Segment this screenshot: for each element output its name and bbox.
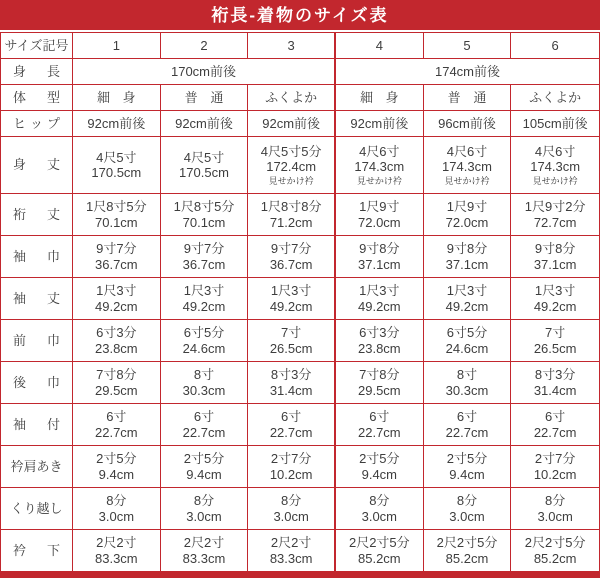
char: 通: [210, 89, 224, 105]
cell-cm-value: 36.7cm: [269, 256, 313, 272]
cell-traditional-value: 8分: [193, 493, 215, 509]
table-cell: [511, 404, 599, 445]
table-cell: [511, 488, 599, 529]
cell-cm-value: 26.5cm: [269, 340, 313, 356]
cell-cm-value: 70.1cm: [182, 214, 226, 230]
row-label: [1, 320, 73, 361]
table-cell: 96cm前後: [424, 111, 512, 136]
row-label: [1, 236, 73, 277]
table-cell: [424, 362, 512, 403]
table-cell: [336, 278, 424, 319]
cell-traditional-value: 1尺3寸: [270, 283, 312, 299]
cell-note: 見せかけ衿: [356, 175, 402, 186]
cell-traditional-value: 6寸: [106, 409, 127, 425]
char: 丈: [46, 157, 60, 173]
char: 通: [473, 89, 487, 105]
table-cell: [424, 320, 512, 361]
char: 袖: [13, 416, 27, 432]
table-cell: [161, 278, 249, 319]
cell-traditional-value: 1尺8寸8分: [260, 199, 322, 215]
cell-traditional-value: 8寸: [193, 367, 215, 383]
cell-cm-value: 3.0cm: [186, 508, 222, 524]
char: 型: [46, 89, 60, 105]
cell-cm-value: 172.4cm: [266, 159, 317, 175]
cell-cm-value: 37.1cm: [358, 256, 401, 272]
cell-cm-value: 72.0cm: [358, 214, 401, 230]
cell-traditional-value: 6寸5分: [183, 325, 225, 341]
char: 丈: [46, 206, 60, 222]
table-cell: [424, 137, 512, 193]
cell-traditional-value: 4尺6寸: [446, 143, 488, 159]
cell-cm-value: 22.7cm: [445, 424, 489, 440]
cell-traditional-value: 2尺2寸: [183, 535, 225, 551]
table-cell: [73, 85, 161, 110]
table-cell: [248, 236, 336, 277]
cell-traditional-value: 1尺3寸: [96, 283, 137, 299]
table-cell: [73, 278, 161, 319]
table-cell: [424, 278, 512, 319]
table-cell: [248, 488, 336, 529]
cell-cm-value: 30.3cm: [445, 382, 489, 398]
table-cell: [336, 362, 424, 403]
table-cell: [511, 137, 599, 193]
table-cell: [161, 404, 249, 445]
table-cell: [511, 530, 599, 571]
char: 普: [447, 89, 461, 105]
cell-traditional-value: 8分: [106, 493, 127, 509]
table-cell: [336, 488, 424, 529]
cell-cm-value: 22.7cm: [358, 424, 401, 440]
cell-cm-value: 36.7cm: [95, 256, 138, 272]
table-cell: [424, 530, 512, 571]
table-cell: [248, 194, 336, 235]
table-cell: [336, 85, 424, 110]
table-cell: [336, 137, 424, 193]
table-cell: 92cm前後: [336, 111, 424, 136]
cell-traditional-value: 8寸3分: [534, 367, 576, 383]
row-label: くり越し: [1, 488, 73, 529]
cell-traditional-value: 4尺5寸5分: [260, 143, 322, 159]
table-cell: [511, 236, 599, 277]
cell-cm-value: 3.0cm: [449, 508, 485, 524]
table-cell: [73, 236, 161, 277]
table-row: [1, 59, 599, 85]
cell-traditional-value: 6寸3分: [359, 325, 400, 341]
cell-traditional-value: 2尺2寸: [270, 535, 312, 551]
cell-traditional-value: 6寸5分: [446, 325, 488, 341]
cell-cm-value: 70.1cm: [95, 214, 138, 230]
table-cell: [248, 446, 336, 487]
cell-note: 見せかけ衿: [268, 175, 314, 186]
table-row: [1, 33, 599, 59]
cell-traditional-value: 6寸: [369, 409, 390, 425]
cell-traditional-value: 1尺8寸5分: [85, 199, 147, 215]
table-cell: [73, 320, 161, 361]
char: 袖: [13, 248, 27, 264]
table-row: [1, 320, 599, 362]
table-cell: 4: [336, 33, 424, 58]
cell-traditional-value: 7寸: [281, 325, 302, 341]
cell-traditional-value: 1尺3寸: [534, 283, 576, 299]
table-cell: [248, 404, 336, 445]
cell-traditional-value: 2寸5分: [183, 451, 225, 467]
char: 丈: [46, 290, 60, 306]
table-cell: ふくよか: [248, 85, 336, 110]
cell-cm-value: 49.2cm: [182, 298, 226, 314]
cell-note: 見せかけ衿: [532, 175, 578, 186]
char: 普: [184, 89, 198, 105]
cell-traditional-value: 8分: [545, 493, 566, 509]
cell-cm-value: 85.2cm: [445, 550, 489, 566]
table-cell: 1: [73, 33, 161, 58]
cell-traditional-value: 1尺3寸: [359, 283, 400, 299]
cell-cm-value: 23.8cm: [95, 340, 138, 356]
cell-cm-value: 22.7cm: [533, 424, 577, 440]
cell-cm-value: 85.2cm: [358, 550, 401, 566]
cell-traditional-value: 2尺2寸5分: [524, 535, 586, 551]
cell-cm-value: 3.0cm: [361, 508, 398, 524]
table-cell: [511, 278, 599, 319]
cell-cm-value: 37.1cm: [533, 256, 577, 272]
cell-cm-value: 49.2cm: [533, 298, 577, 314]
char: 身: [13, 157, 27, 173]
cell-traditional-value: 2寸5分: [446, 451, 488, 467]
row-label: [1, 278, 73, 319]
row-label: [1, 137, 73, 193]
table-cell: 92cm前後: [248, 111, 336, 136]
title-bar: [0, 0, 600, 30]
table-cell: [336, 236, 424, 277]
cell-cm-value: 174.3cm: [354, 159, 405, 175]
cell-cm-value: 31.4cm: [269, 382, 313, 398]
row-label: [1, 404, 73, 445]
cell-traditional-value: 6寸3分: [96, 325, 137, 341]
cell-traditional-value: 1尺9寸: [446, 199, 488, 215]
table-cell: 170cm前後: [73, 59, 336, 84]
cell-traditional-value: 7寸8分: [96, 367, 137, 383]
size-table: [0, 32, 600, 572]
char: ヒ: [13, 115, 27, 131]
table-cell: [248, 320, 336, 361]
table-cell: [161, 320, 249, 361]
table-cell: [161, 488, 249, 529]
char: 後: [13, 374, 27, 390]
cell-cm-value: 9.4cm: [186, 466, 222, 482]
table-cell: 92cm前後: [161, 111, 249, 136]
table-row: [1, 446, 599, 488]
table-cell: [161, 194, 249, 235]
cell-cm-value: 49.2cm: [358, 298, 401, 314]
table-cell: [161, 85, 249, 110]
cell-cm-value: 37.1cm: [445, 256, 489, 272]
table-cell: [73, 404, 161, 445]
cell-cm-value: 174.3cm: [530, 159, 581, 175]
table-row: [1, 362, 599, 404]
cell-cm-value: 22.7cm: [95, 424, 138, 440]
char: 身: [122, 89, 136, 105]
cell-cm-value: 24.6cm: [445, 340, 489, 356]
cell-traditional-value: 9寸8分: [534, 241, 576, 257]
char: プ: [46, 115, 60, 131]
cell-cm-value: 72.0cm: [445, 214, 489, 230]
cell-traditional-value: 1尺9寸2分: [524, 199, 586, 215]
char: 身: [13, 63, 27, 79]
table-cell: [73, 488, 161, 529]
cell-cm-value: 170.5cm: [91, 165, 142, 180]
table-cell: [424, 85, 512, 110]
cell-traditional-value: 9寸8分: [359, 241, 400, 257]
table-cell: 105cm前後: [522, 115, 588, 131]
row-label: [1, 85, 73, 110]
cell-cm-value: 10.2cm: [269, 466, 313, 482]
table-cell: ふくよか: [529, 89, 582, 105]
table-cell: [336, 194, 424, 235]
table-cell: [161, 137, 249, 193]
cell-traditional-value: 6寸: [456, 409, 478, 425]
table-cell: [336, 530, 424, 571]
table-row: [1, 530, 599, 572]
char: 身: [385, 89, 399, 105]
cell-cm-value: 49.2cm: [95, 298, 138, 314]
table-row: [1, 404, 599, 446]
char: 付: [46, 416, 60, 432]
table-row: [1, 278, 599, 320]
row-label: [1, 530, 73, 571]
cell-traditional-value: 9寸7分: [270, 241, 312, 257]
table-cell: [73, 362, 161, 403]
table-cell: 2: [161, 33, 249, 58]
table-cell: [424, 404, 512, 445]
cell-cm-value: 9.4cm: [98, 466, 135, 482]
table-cell: [336, 404, 424, 445]
table-cell: [424, 236, 512, 277]
table-cell: 92cm前後: [73, 111, 161, 136]
table-cell: [336, 446, 424, 487]
cell-cm-value: 23.8cm: [358, 340, 401, 356]
cell-traditional-value: 2尺2寸: [96, 535, 137, 551]
cell-cm-value: 49.2cm: [445, 298, 489, 314]
cell-traditional-value: 1尺9寸: [359, 199, 400, 215]
cell-traditional-value: 9寸7分: [96, 241, 137, 257]
table-cell: [161, 530, 249, 571]
cell-cm-value: 83.3cm: [182, 550, 226, 566]
char: 巾: [46, 374, 60, 390]
cell-traditional-value: 2尺2寸5分: [436, 535, 498, 551]
table-row: [1, 488, 599, 530]
bottom-red-bar: [0, 572, 600, 578]
cell-cm-value: 72.7cm: [533, 214, 577, 230]
table-cell: [161, 236, 249, 277]
char: 下: [46, 542, 60, 558]
cell-cm-value: 85.2cm: [533, 550, 577, 566]
cell-traditional-value: 2寸7分: [534, 451, 576, 467]
char: 長: [46, 63, 60, 79]
char: 前: [13, 332, 27, 348]
char: 巾: [46, 248, 60, 264]
table-row: [1, 137, 599, 194]
table-cell: [73, 446, 161, 487]
cell-traditional-value: 8分: [369, 493, 390, 509]
table-cell: 174cm前後: [434, 63, 501, 79]
cell-traditional-value: 2尺2寸5分: [348, 535, 410, 551]
cell-traditional-value: 6寸: [193, 409, 215, 425]
row-label: 衿肩あき: [1, 446, 73, 487]
char: 細: [359, 89, 373, 105]
table-cell: [161, 362, 249, 403]
cell-traditional-value: 4尺5寸: [96, 149, 137, 165]
table-cell: [424, 446, 512, 487]
cell-cm-value: 22.7cm: [269, 424, 313, 440]
cell-cm-value: 71.2cm: [269, 214, 313, 230]
table-cell: 5: [424, 33, 512, 58]
table-row: [1, 236, 599, 278]
char: 巾: [46, 332, 60, 348]
cell-cm-value: 83.3cm: [95, 550, 138, 566]
table-cell: [511, 446, 599, 487]
char: 袖: [13, 290, 27, 306]
char: ッ: [29, 115, 43, 131]
row-label: [1, 111, 73, 136]
char: 体: [13, 89, 27, 105]
cell-cm-value: 29.5cm: [95, 382, 138, 398]
table-cell: [511, 320, 599, 361]
cell-traditional-value: 6寸: [545, 409, 566, 425]
cell-cm-value: 24.6cm: [182, 340, 226, 356]
row-label: [1, 194, 73, 235]
table-row: [1, 194, 599, 236]
cell-traditional-value: 6寸: [281, 409, 302, 425]
cell-cm-value: 174.3cm: [442, 159, 492, 175]
cell-traditional-value: 4尺6寸: [359, 143, 400, 159]
cell-cm-value: 83.3cm: [269, 550, 313, 566]
cell-traditional-value: 1尺3寸: [183, 283, 225, 299]
table-cell: [248, 530, 336, 571]
cell-cm-value: 49.2cm: [269, 298, 313, 314]
table-row: [1, 85, 599, 111]
table-cell: [336, 320, 424, 361]
row-label: [1, 59, 73, 84]
char: 衿: [13, 542, 27, 558]
cell-traditional-value: 4尺5寸: [183, 149, 225, 165]
table-cell: 6: [551, 37, 559, 53]
table-cell: [248, 362, 336, 403]
cell-cm-value: 29.5cm: [358, 382, 401, 398]
cell-traditional-value: 4尺6寸: [534, 143, 576, 159]
cell-traditional-value: 8分: [456, 493, 478, 509]
page-title: 裄長-着物のサイズ表: [211, 5, 389, 25]
table-cell: [248, 278, 336, 319]
cell-traditional-value: 8分: [281, 493, 302, 509]
char: 裄: [13, 206, 27, 222]
cell-traditional-value: 8寸3分: [270, 367, 312, 383]
cell-cm-value: 22.7cm: [182, 424, 226, 440]
cell-traditional-value: 2寸7分: [270, 451, 312, 467]
table-cell: [73, 530, 161, 571]
cell-traditional-value: 9寸7分: [183, 241, 225, 257]
cell-traditional-value: 2寸5分: [96, 451, 137, 467]
char: 細: [97, 89, 111, 105]
row-label: サイズ記号: [1, 33, 73, 58]
cell-cm-value: 36.7cm: [182, 256, 226, 272]
table-cell: [73, 137, 161, 193]
row-label: [1, 362, 73, 403]
cell-cm-value: 26.5cm: [533, 340, 577, 356]
cell-note: 見せかけ衿: [444, 175, 490, 186]
cell-cm-value: 170.5cm: [179, 165, 229, 180]
table-cell: [73, 194, 161, 235]
cell-traditional-value: 7寸: [545, 325, 566, 341]
cell-cm-value: 10.2cm: [533, 466, 577, 482]
table-cell: [424, 488, 512, 529]
table-cell: [424, 194, 512, 235]
cell-traditional-value: 8寸: [456, 367, 478, 383]
cell-traditional-value: 1尺8寸5分: [173, 199, 235, 215]
cell-cm-value: 9.4cm: [361, 466, 398, 482]
table-row: [1, 111, 599, 137]
cell-traditional-value: 2寸5分: [359, 451, 400, 467]
cell-cm-value: 31.4cm: [533, 382, 577, 398]
cell-cm-value: 30.3cm: [182, 382, 226, 398]
table-cell: 3: [248, 33, 336, 58]
cell-traditional-value: 1尺3寸: [446, 283, 488, 299]
table-cell: [248, 137, 336, 193]
cell-cm-value: 9.4cm: [449, 466, 485, 482]
cell-traditional-value: 9寸8分: [446, 241, 488, 257]
cell-cm-value: 3.0cm: [98, 508, 135, 524]
table-cell: [511, 194, 599, 235]
table-cell: [511, 362, 599, 403]
cell-traditional-value: 7寸8分: [359, 367, 400, 383]
table-cell: [161, 446, 249, 487]
cell-cm-value: 3.0cm: [273, 508, 309, 524]
cell-cm-value: 3.0cm: [537, 508, 573, 524]
